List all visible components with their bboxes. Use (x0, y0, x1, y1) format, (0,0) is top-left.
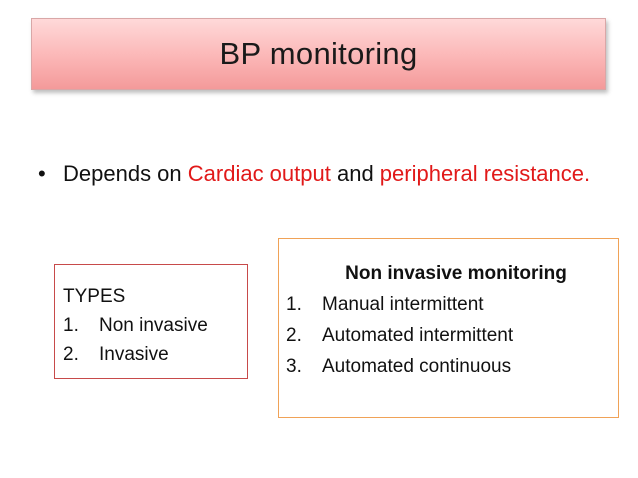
list-number: 2. (63, 344, 79, 365)
list-item (63, 340, 247, 369)
list-label: Non invasive (99, 315, 208, 336)
bullet-point (38, 157, 608, 190)
list-label: Automated intermittent (322, 325, 514, 346)
list-item (286, 351, 618, 382)
slide-title: BP monitoring (219, 36, 418, 71)
term-peripheral-resistance: peripheral resistance. (379, 161, 591, 186)
list-number: 1. (63, 315, 79, 336)
list-number: 1. (286, 294, 302, 315)
bullet-dot: • (38, 161, 46, 186)
types-box (54, 264, 248, 379)
list-label: Automated continuous (322, 356, 512, 377)
bullet-text (63, 157, 608, 190)
title-box (31, 18, 606, 90)
list-label: Manual intermittent (322, 294, 484, 315)
list-item (63, 311, 247, 340)
list-item (286, 289, 618, 320)
term-cardiac-output: Cardiac output (187, 161, 331, 186)
list-label: Invasive (99, 344, 169, 365)
bullet-connector: and (330, 161, 380, 186)
list-number: 2. (286, 325, 302, 346)
noninvasive-box (278, 238, 619, 418)
types-heading: TYPES (63, 286, 126, 307)
noninvasive-heading: Non invasive monitoring (345, 263, 567, 284)
list-number: 3. (286, 356, 302, 377)
list-item (286, 320, 618, 351)
bullet-prefix: Depends on (63, 161, 188, 186)
